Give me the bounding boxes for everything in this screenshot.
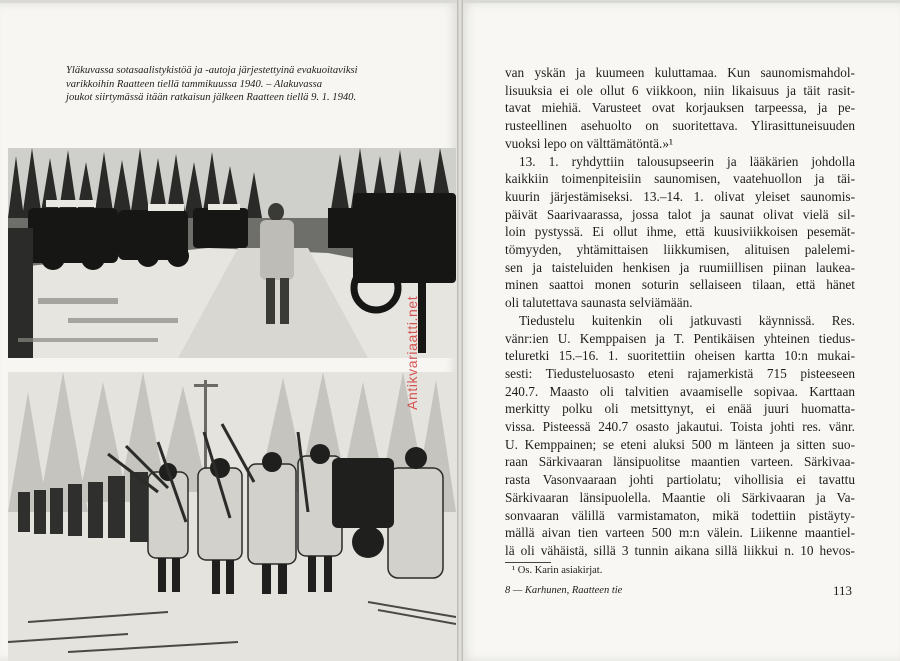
- caption-line: Yläkuvassa sotasaalistykistöä ja -autoja järjestettyinä evakuoitaviksi: [66, 65, 358, 76]
- text-line: oli talutettava saunasta selviämään.: [505, 295, 693, 311]
- caption-line: varikkoihin Raatteen tiellä tammikuussa 1940. – Alakuvassa: [66, 78, 323, 90]
- text-line: sesti: Tiedusteluosasto eteni rajamerkistä 715 pisteeseen: [505, 365, 855, 381]
- text-line: loin pystyssä. Ei ollut ihme, että kuusiviikkoisen pesemät-: [505, 224, 855, 240]
- text-line: mällä aivan tien varteen 500 m:n välein. Liikenne maantiel-: [505, 525, 855, 541]
- body-text: [505, 64, 855, 560]
- photo-troops-moving: [8, 372, 456, 661]
- text-line: teluretki 15.–16. 1. suoritettiin oheisen kartta 10:n mukai-: [505, 348, 855, 364]
- text-line: tavat miehiä. Varusteet ovat korjauksen tarpeessa, ja pe-: [505, 100, 855, 116]
- photo-captured-artillery: [8, 148, 456, 358]
- text-line: merkitty polku oli metsittynyt, ei enää juuri huomatta-: [505, 401, 855, 417]
- text-line: sonvaaran välillä varmistamaton, mikä todettiin pistäyty-: [505, 507, 855, 523]
- watermark: Antikvariaatti.net: [404, 295, 420, 410]
- text-line: Tiedustelu kuitenkin oli jatkuvasti käynnissä. Res.: [519, 312, 855, 328]
- photo-troops-image: [8, 372, 456, 661]
- text-line: vissa. Pisteessä 240.7 osasto jakautui. Toista johti res. vänr.: [505, 419, 855, 435]
- text-line: 240.7. Maasto oli talvitien avaamiselle sopivaa. Karttaan: [505, 383, 855, 399]
- text-line: vänr:ien U. Kemppaisen ja T. Pentikäisen yhteinen tiedus-: [505, 330, 855, 346]
- signature-footer: 8 — Karhunen, Raatteen tie: [505, 585, 623, 596]
- text-line: van yskän ja kuumeen kuluttamaa. Kun saunomismahdol-: [505, 65, 855, 80]
- text-line: raan Särkivaaran länsipuolitse maantien varteen. Särkivaa-: [505, 454, 855, 470]
- text-line: rusteellinen asehuolto on suoritettava. Ylirasittuneisuuden: [505, 118, 855, 134]
- text-line: kaikkiin toimenpiteisiin saunomisen, vaatehuollon ja täi-: [505, 171, 855, 187]
- caption-line: joukot siirtymässä itään ratkaisun jälkeen Raatteen tiellä 9. 1. 1940.: [66, 92, 357, 103]
- text-line: Särkivaaran länsipuolella. Maantie oli Särkivaaran ja Va-: [505, 489, 855, 505]
- photo-caption: [66, 64, 426, 105]
- text-line: päivät Saarivaarassa, jossa talot ja saunat olivat vielä sil-: [505, 206, 855, 222]
- text-line: lisuuksia ei ole ollut 6 viikkoon, niin likaisuus ja täit rasit-: [505, 82, 855, 98]
- text-line: minen saattoi monen soturin sellaiseen tilaan, että hänet: [505, 277, 855, 293]
- text-line: kuurin järjestämiseksi. 13.–14. 1. olivat yleiset saunomis-: [505, 188, 855, 204]
- text-line: vuoksi lepo on välttämätöntä.»¹: [505, 135, 673, 151]
- footnote-rule: [505, 562, 551, 563]
- text-line: tömyyden, yhtämittaisen liikkumisen, alituisen palelemi-: [505, 242, 855, 258]
- text-line: U. Kemppainen; se eteni aluksi 500 m länteen ja sitten suo-: [505, 436, 855, 452]
- footnote: ¹ Os. Karin asiakirjat.: [512, 565, 603, 576]
- text-line: lä oli vähäistä, sillä 3 tunnin aikana sillä liikkui n. 10 hevos-: [505, 542, 855, 558]
- photo-artillery-image: [8, 148, 456, 358]
- book-gutter: [457, 0, 463, 661]
- text-line: rasta Vasonvaaraan johti partiolatu; vihollisia ei tavattu: [505, 472, 855, 488]
- text-line: sen ja taisteluiden henkisen ja ruumiillisen piinan laukea-: [505, 259, 855, 275]
- page-number: 113: [833, 583, 853, 598]
- text-line: 13. 1. ryhdyttiin talousupseerin ja lääkärien johdolla: [519, 153, 855, 169]
